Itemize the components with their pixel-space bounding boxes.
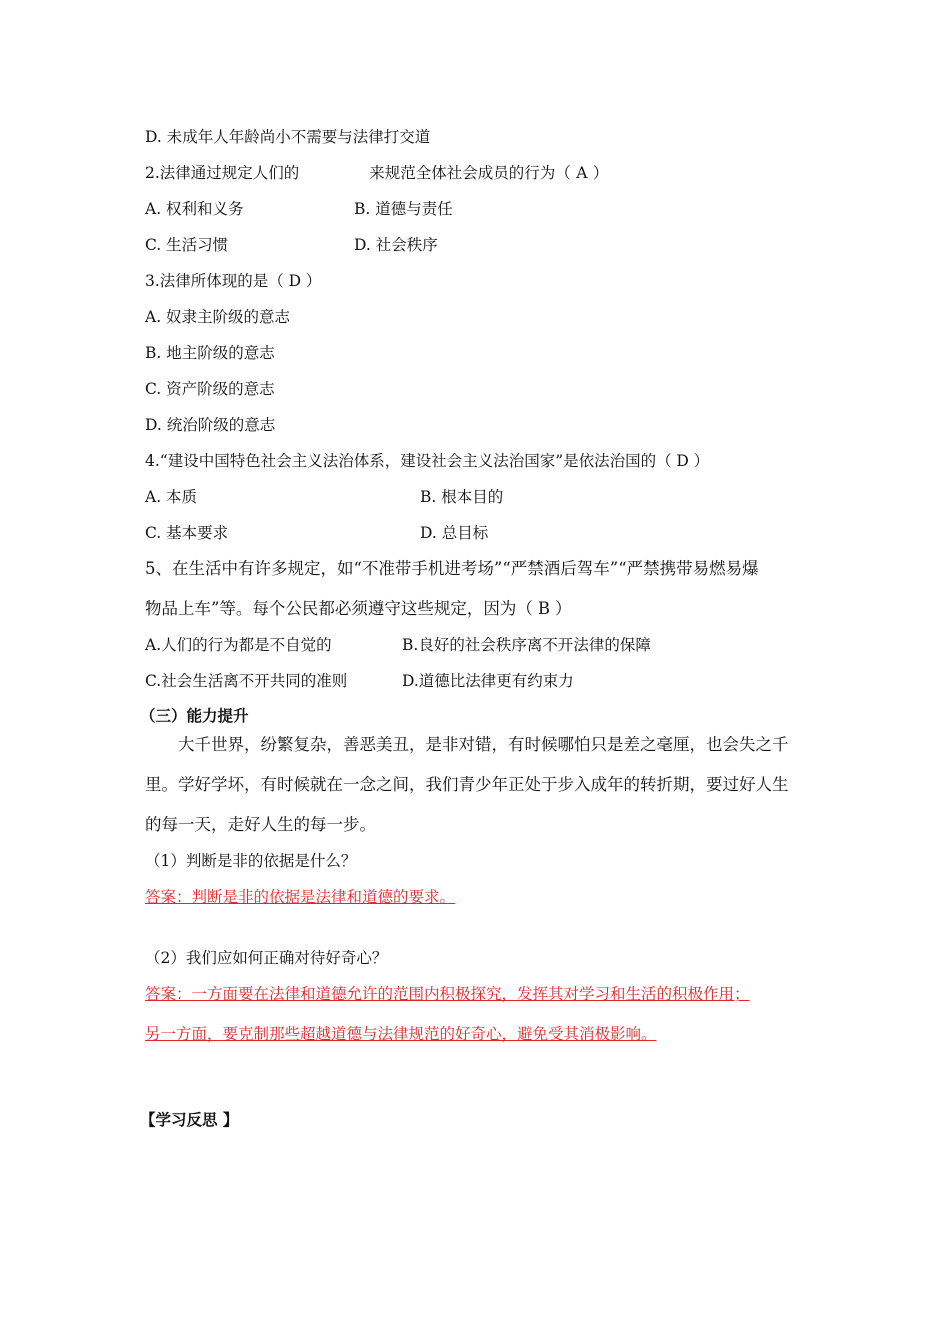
section-3-para-line-1: 大千世界，纷繁复杂，善恶美丑，是非对错，有时候哪怕只是差之毫厘，也会失之千 (178, 735, 789, 754)
q4-option-b: B. 根本目的 (420, 488, 504, 506)
q5-stem-line-1: 5、在生活中有许多规定，如“不准带手机进考场”“严禁酒后驾车”“严禁携带易燃易爆 (145, 559, 759, 578)
q4-stem-text: 4.“建设中国特色社会主义法治体系，建设社会主义法治国家”是依法治国的（ (145, 452, 672, 470)
q5-answer: B (537, 599, 550, 618)
q2-close: ） (592, 164, 609, 182)
q2-answer: A (576, 164, 588, 182)
q4-option-c: C. 基本要求 (145, 524, 229, 542)
q3-close: ） (305, 272, 322, 290)
q5-option-c: C.社会生活离不开共同的准则 (145, 672, 348, 690)
q2-option-d: D. 社会秩序 (354, 236, 438, 254)
q5-option-b: B.良好的社会秩序离不开法律的保障 (402, 636, 651, 654)
q5-option-a: A.人们的行为都是不自觉的 (145, 636, 332, 654)
q2-stem-part-a: 2.法律通过规定人们的 (145, 164, 300, 182)
q3-stem (145, 271, 321, 291)
sub-question-2: （2）我们应如何正确对待好奇心？ (145, 949, 388, 967)
q4-option-d: D. 总目标 (420, 524, 489, 542)
q5-stem-text: 物品上车”等。每个公民都必须遵守这些规定，因为（ (145, 599, 533, 618)
section-3-title: （三）能力提升 (140, 706, 249, 725)
q2-option-b: B. 道德与责任 (354, 200, 453, 218)
q3-stem-text: 3.法律所体现的是（ (145, 272, 284, 290)
q5-close: ） (554, 599, 572, 618)
q4-answer: D (676, 452, 689, 470)
q2-stem (145, 163, 608, 183)
sub-question-1: （1）判断是非的依据是什么？ (145, 852, 357, 870)
q2-stem-part-b: 来规范全体社会成员的行为（ (369, 164, 571, 182)
section-3-para-line-2: 里。学好学坏，有时候就在一念之间，我们青少年正处于步入成年的转折期，要过好人生 (145, 775, 789, 794)
sub-answer-2-line-1: 答案：一方面要在法律和道德允许的范围内积极探究，发挥其对学习和生活的积极作用； (145, 985, 750, 1003)
section-3-para-line-3: 的每一天，走好人生的每一步。 (145, 815, 376, 834)
sub-answer-2-line-2: 另一方面，要克制那些超越道德与法律规范的好奇心，避免受其消极影响。 (145, 1025, 657, 1043)
q3-option-d: D. 统治阶级的意志 (145, 416, 276, 434)
q2-option-a: A. 权利和义务 (145, 200, 244, 218)
q1-option-d: D. 未成年人年龄尚小不需要与法律打交道 (145, 128, 431, 146)
q5-stem-line-2 (145, 599, 571, 619)
q3-option-b: B. 地主阶级的意志 (145, 344, 275, 362)
q2-option-c: C. 生活习惯 (145, 236, 229, 254)
q4-close: ） (693, 452, 710, 470)
sub-answer-1: 答案：判断是非的依据是法律和道德的要求。 (145, 888, 456, 906)
q5-option-d: D.道德比法律更有约束力 (402, 672, 574, 690)
q3-option-c: C. 资产阶级的意志 (145, 380, 275, 398)
reflection-title: 【学习反思 】 (140, 1110, 239, 1129)
q3-answer: D (288, 272, 302, 290)
q4-option-a: A. 本质 (145, 488, 198, 506)
q3-option-a: A. 奴隶主阶级的意志 (145, 308, 291, 326)
q4-stem (145, 451, 709, 471)
